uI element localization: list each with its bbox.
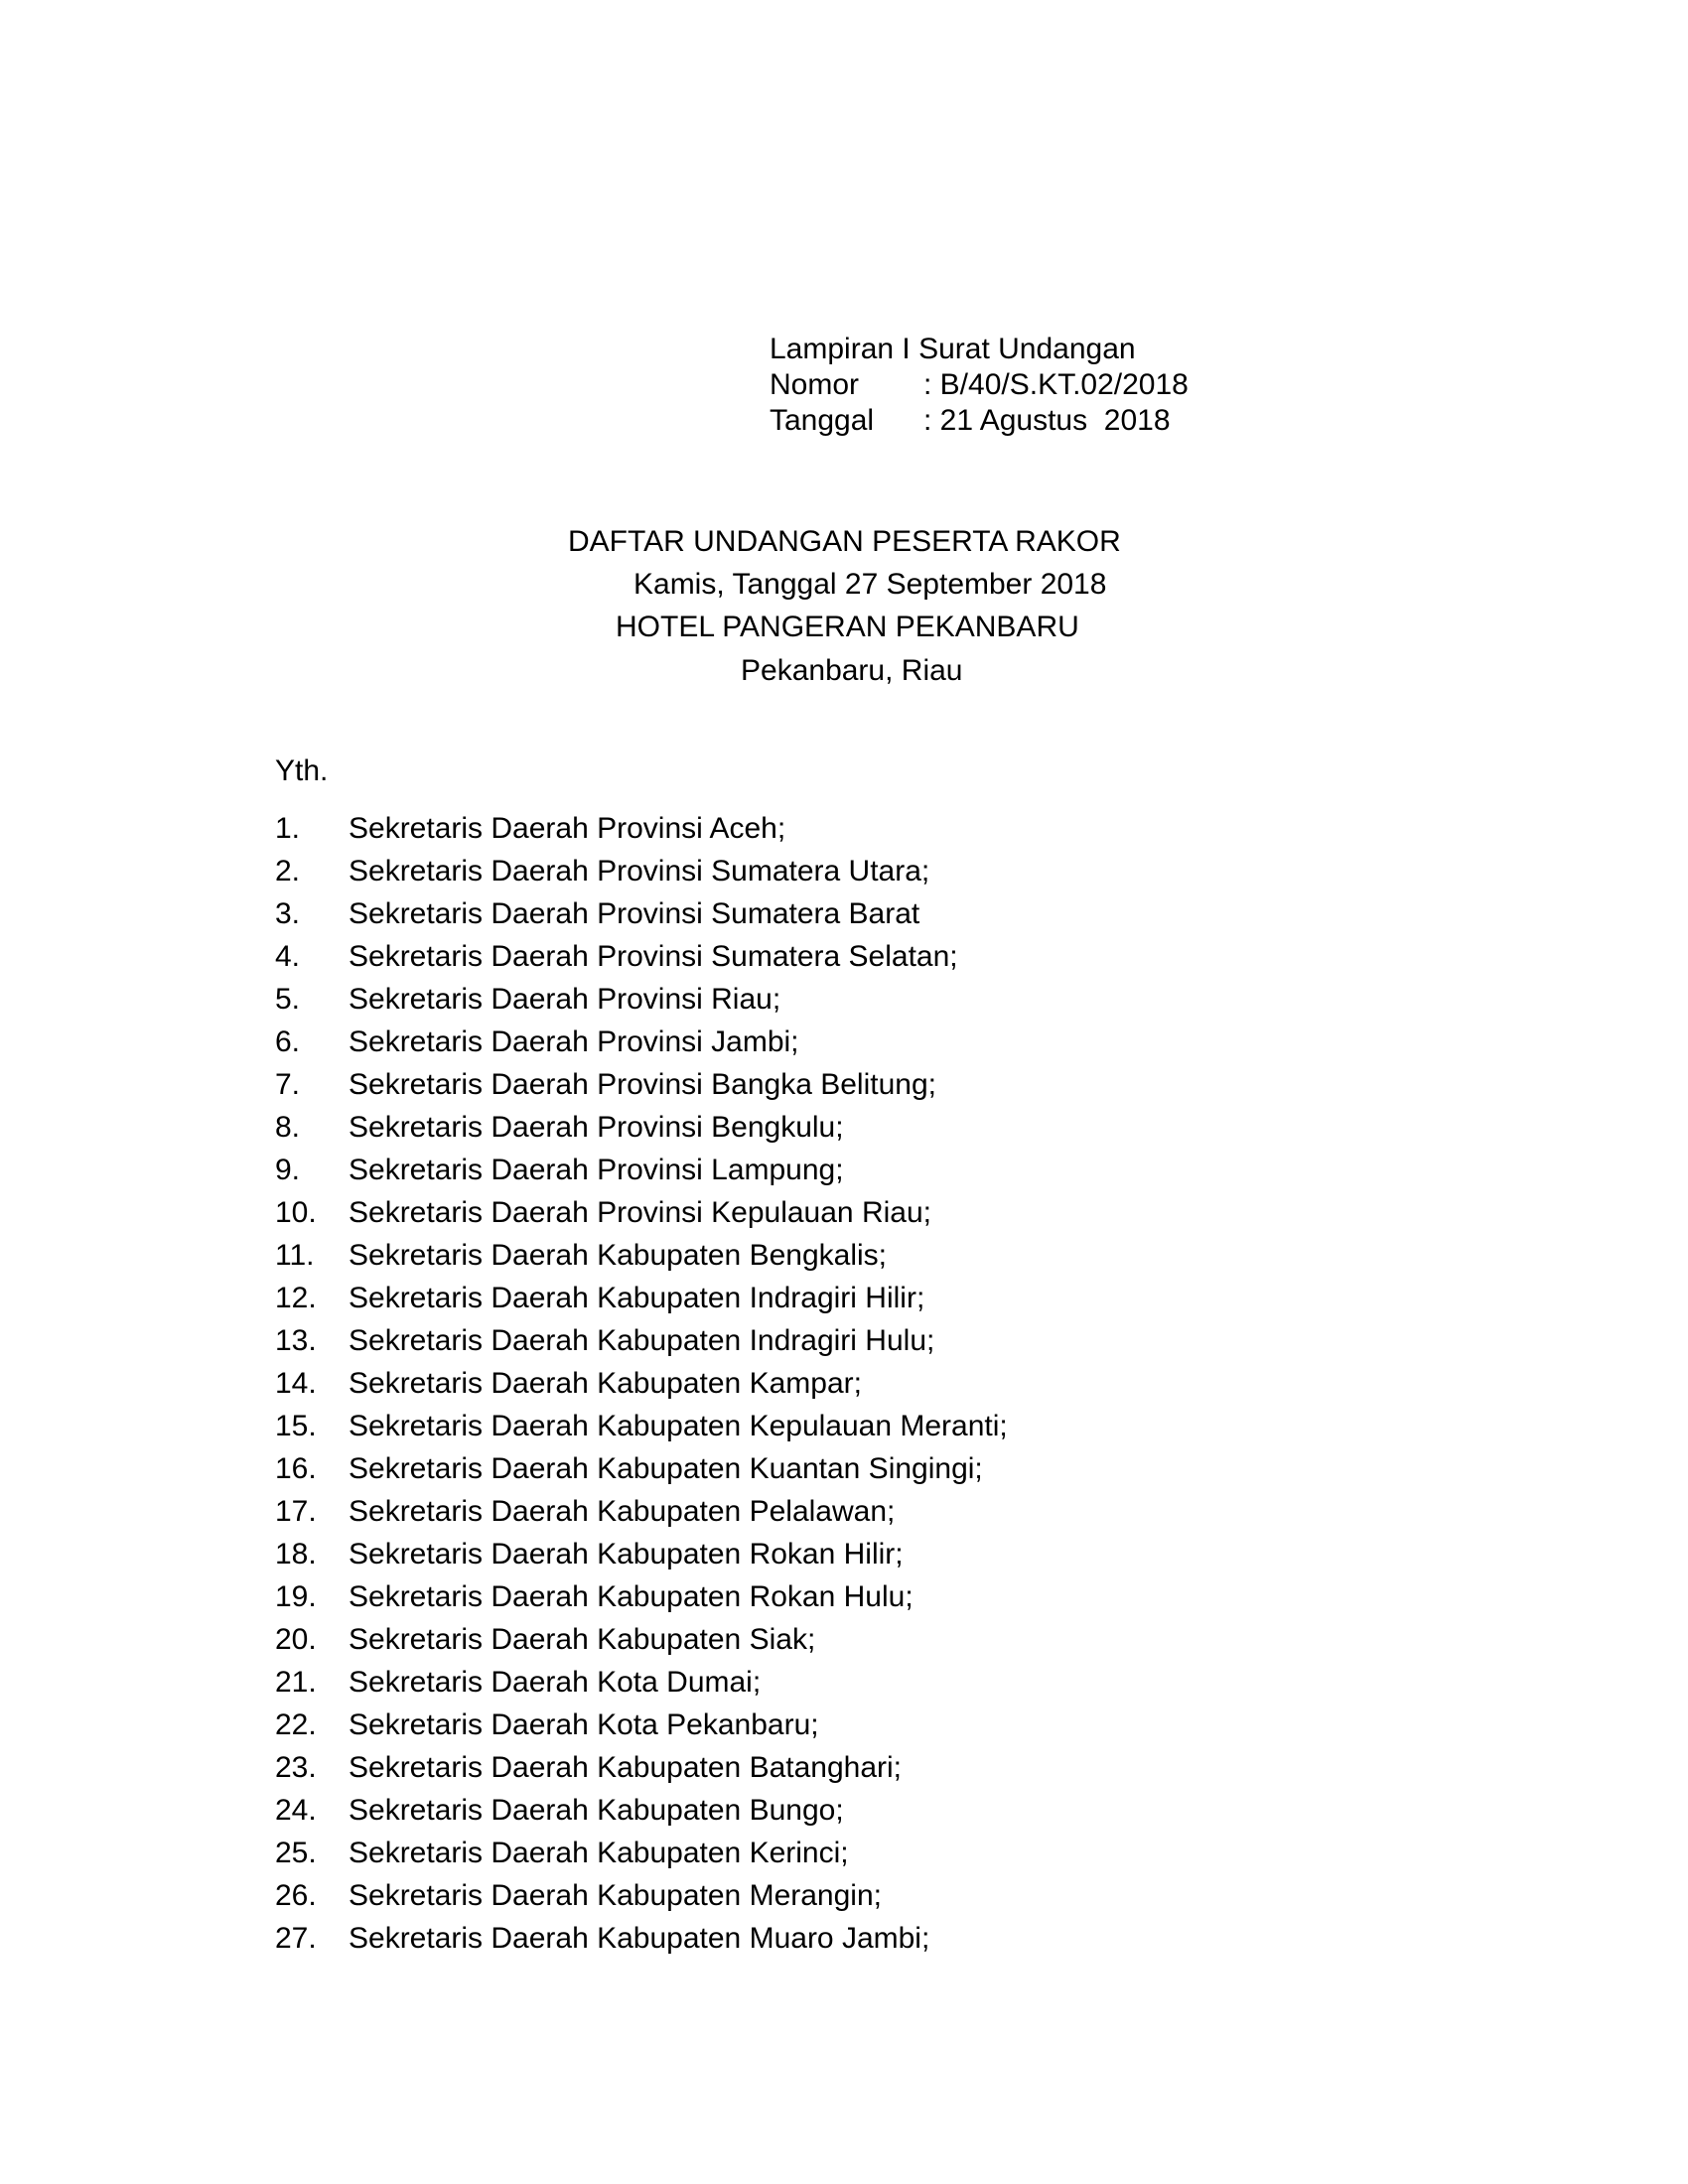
attachment-title: Lampiran I Surat Undangan xyxy=(770,333,1136,365)
attachment-reference xyxy=(770,332,1189,439)
list-item-number: 6. xyxy=(275,1025,301,1058)
list-item xyxy=(275,982,1008,1024)
list-item-text: Sekretaris Daerah Kabupaten Kepulauan Meranti; xyxy=(349,1410,1008,1442)
list-item-text: Sekretaris Daerah Kota Dumai; xyxy=(349,1666,762,1699)
list-item-text: Sekretaris Daerah Kabupaten Merangin; xyxy=(349,1879,882,1912)
list-item xyxy=(275,854,1008,896)
list-item-text: Sekretaris Daerah Kabupaten Indragiri Hulu; xyxy=(349,1324,935,1357)
list-item-number: 20. xyxy=(275,1623,317,1656)
list-item-text: Sekretaris Daerah Provinsi Riau; xyxy=(349,983,781,1016)
invitee-list xyxy=(275,811,1008,1964)
list-item-number: 7. xyxy=(275,1068,301,1101)
list-item-text: Sekretaris Daerah Kabupaten Muaro Jambi; xyxy=(349,1922,930,1955)
number-label: Nomor xyxy=(770,368,860,401)
attachment-title-row xyxy=(770,332,1189,367)
list-item-number: 14. xyxy=(275,1367,317,1400)
list-item-number: 5. xyxy=(275,983,301,1016)
list-item-number: 22. xyxy=(275,1708,317,1741)
attachment-date-row xyxy=(770,403,1189,439)
list-item-text: Sekretaris Daerah Provinsi Kepulauan Riau; xyxy=(349,1196,931,1229)
list-item-number: 16. xyxy=(275,1452,317,1485)
list-item-text: Sekretaris Daerah Provinsi Jambi; xyxy=(349,1025,799,1058)
list-item-text: Sekretaris Daerah Kabupaten Indragiri Hilir; xyxy=(349,1282,925,1314)
list-item xyxy=(275,1281,1008,1323)
list-item xyxy=(275,1921,1008,1964)
list-item xyxy=(275,1707,1008,1750)
list-item-text: Sekretaris Daerah Provinsi Bangka Belitung; xyxy=(349,1068,936,1101)
list-item-text: Sekretaris Daerah Kabupaten Pelalawan; xyxy=(349,1495,896,1528)
list-item-number: 23. xyxy=(275,1751,317,1784)
list-item xyxy=(275,1451,1008,1494)
list-item-text: Sekretaris Daerah Kabupaten Rokan Hulu; xyxy=(349,1580,914,1613)
list-item-number: 17. xyxy=(275,1495,317,1528)
heading-venue: HOTEL PANGERAN PEKANBARU xyxy=(616,611,1079,643)
attachment-number-row xyxy=(770,367,1189,403)
list-item-number: 3. xyxy=(275,897,301,930)
list-item-number: 8. xyxy=(275,1111,301,1144)
list-item-number: 27. xyxy=(275,1922,317,1955)
list-item-text: Sekretaris Daerah Kabupaten Kerinci; xyxy=(349,1837,849,1869)
list-item xyxy=(275,1836,1008,1878)
list-item-number: 24. xyxy=(275,1794,317,1827)
list-item-number: 21. xyxy=(275,1666,317,1699)
list-item-number: 11. xyxy=(275,1239,315,1272)
list-item-text: Sekretaris Daerah Provinsi Lampung; xyxy=(349,1154,844,1186)
heading-title: DAFTAR UNDANGAN PESERTA RAKOR xyxy=(568,525,1121,558)
list-item-text: Sekretaris Daerah Kota Pekanbaru; xyxy=(349,1708,819,1741)
list-item-text: Sekretaris Daerah Kabupaten Siak; xyxy=(349,1623,816,1656)
list-item-number: 25. xyxy=(275,1837,317,1869)
list-item-number: 19. xyxy=(275,1580,317,1613)
list-item xyxy=(275,896,1008,939)
list-item-number: 12. xyxy=(275,1282,317,1314)
date-value: : 21 Agustus 2018 xyxy=(923,404,1171,437)
list-item-number: 15. xyxy=(275,1410,317,1442)
heading-date: Kamis, Tanggal 27 September 2018 xyxy=(633,568,1107,601)
list-item xyxy=(275,1195,1008,1238)
list-item xyxy=(275,1110,1008,1153)
list-item-number: 18. xyxy=(275,1538,317,1570)
list-item-text: Sekretaris Daerah Provinsi Sumatera Utara; xyxy=(349,855,930,887)
salutation: Yth. xyxy=(275,754,329,787)
heading-city: Pekanbaru, Riau xyxy=(741,654,963,687)
list-item xyxy=(275,1238,1008,1281)
list-item xyxy=(275,1537,1008,1579)
number-value: : B/40/S.KT.02/2018 xyxy=(923,368,1189,401)
list-item xyxy=(275,1024,1008,1067)
list-item xyxy=(275,1067,1008,1110)
list-item xyxy=(275,1409,1008,1451)
list-item-text: Sekretaris Daerah Kabupaten Rokan Hilir; xyxy=(349,1538,904,1570)
list-item-number: 10. xyxy=(275,1196,317,1229)
list-item-text: Sekretaris Daerah Provinsi Sumatera Barat xyxy=(349,897,920,930)
list-item xyxy=(275,1366,1008,1409)
list-item xyxy=(275,1494,1008,1537)
list-item-text: Sekretaris Daerah Kabupaten Kampar; xyxy=(349,1367,862,1400)
list-item-text: Sekretaris Daerah Kabupaten Bungo; xyxy=(349,1794,844,1827)
list-item xyxy=(275,1665,1008,1707)
list-item xyxy=(275,1153,1008,1195)
list-item xyxy=(275,939,1008,982)
list-item-number: 9. xyxy=(275,1154,301,1186)
list-item-number: 13. xyxy=(275,1324,317,1357)
list-item xyxy=(275,1323,1008,1366)
list-item xyxy=(275,1793,1008,1836)
list-item xyxy=(275,1579,1008,1622)
list-item-text: Sekretaris Daerah Provinsi Aceh; xyxy=(349,812,786,845)
list-item-text: Sekretaris Daerah Kabupaten Batanghari; xyxy=(349,1751,903,1784)
list-item xyxy=(275,1750,1008,1793)
list-item xyxy=(275,811,1008,854)
list-item-text: Sekretaris Daerah Provinsi Bengkulu; xyxy=(349,1111,844,1144)
list-item-number: 1. xyxy=(275,812,301,845)
list-item-number: 2. xyxy=(275,855,301,887)
list-item-text: Sekretaris Daerah Kabupaten Bengkalis; xyxy=(349,1239,887,1272)
list-item-text: Sekretaris Daerah Provinsi Sumatera Selatan; xyxy=(349,940,958,973)
list-item-number: 26. xyxy=(275,1879,317,1912)
list-item xyxy=(275,1878,1008,1921)
date-label: Tanggal xyxy=(770,404,875,437)
list-item-number: 4. xyxy=(275,940,301,973)
list-item xyxy=(275,1622,1008,1665)
list-item-text: Sekretaris Daerah Kabupaten Kuantan Singingi; xyxy=(349,1452,983,1485)
